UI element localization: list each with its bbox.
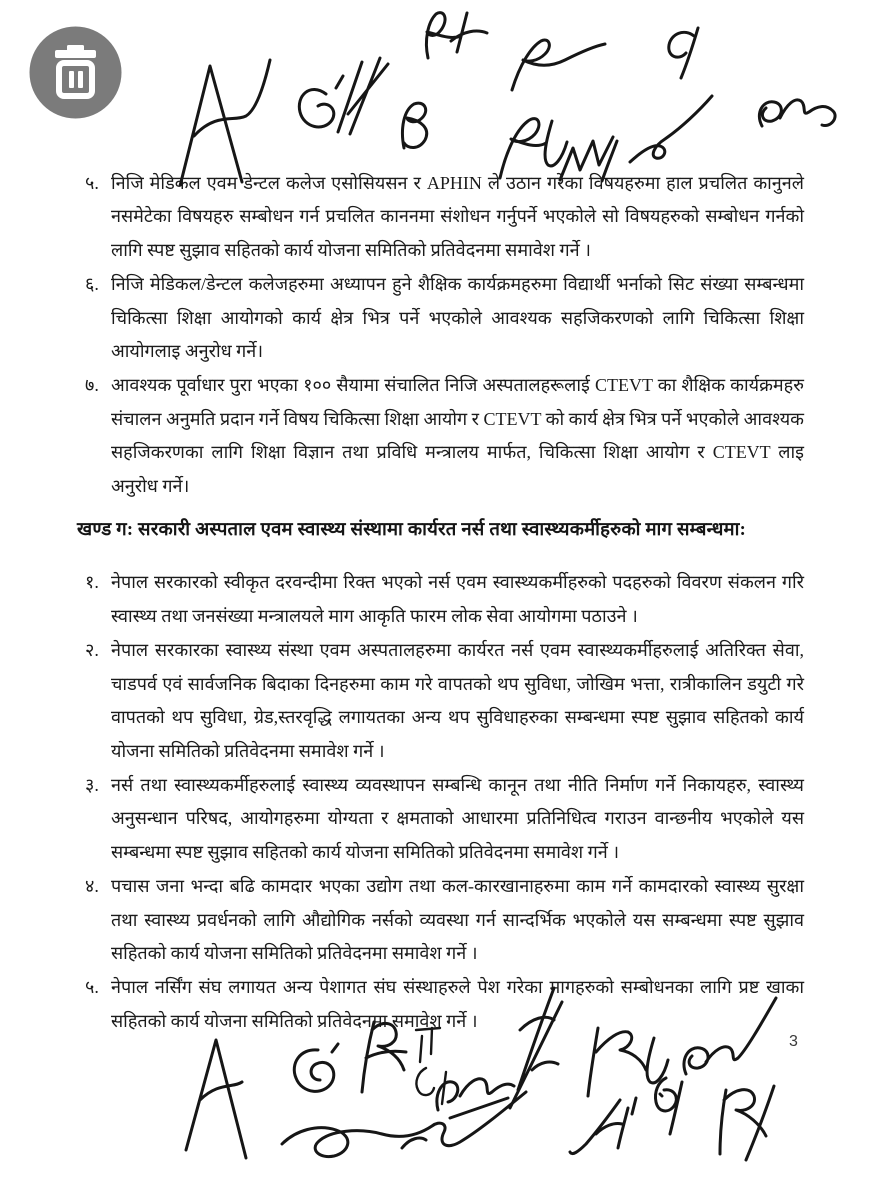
- page-number: 3: [789, 1033, 798, 1050]
- item-text: नेपाल सरकारका स्वास्थ्य संस्था एवम अस्पतालहरुमा कार्यरत नर्स एवम स्वास्थ्यकर्मीहरुलाई अतिरिक्त सेवा, चाडपर्व एवं सार्वजनिक बिदाका दिनहरुमा काम गरे वापतको थप सुविधा, जोखिम भत्ता, रात्रीकालिन डयुटी गरे वापतको थप सुविधा, ग्रेड,स्तरवृद्धि लगायतका अन्य थप सुविधाहरुका सम्बन्धमा स्पष्ट सुझाव सहितको कार्य योजना समितिको प्रतिवेदनमा समावेश गर्ने ।: [111, 640, 804, 761]
- list-item: [85, 566, 804, 633]
- signature-ink-top: [150, 0, 880, 186]
- list-item: [85, 369, 804, 503]
- item-text: आवश्यक पूर्वाधार पुरा भएका १०० सैयामा संचालित निजि अस्पतालहरूलाई CTEVT का शैक्षिक कार्यक्रमहरु संचालन अनुमति प्रदान गर्ने विषय चिकित्सा शिक्षा आयोग र CTEVT को कार्य क्षेत्र भित्र पर्ने भएकोले आवश्यक सहजिकरणका लागि शिक्षा विज्ञान तथा प्रविधि मन्त्रालय मार्फत, चिकित्सा शिक्षा आयोग र CTEVT लाइ अनुरोध गर्ने।: [111, 375, 804, 496]
- list-item: [85, 769, 804, 869]
- item-number: १.: [85, 572, 99, 593]
- trash-icon: [29, 26, 122, 119]
- item-text: पचास जना भन्दा बढि कामदार भएका उद्योग तथा कल-कारखानाहरुमा काम गर्ने कामदारको स्वास्थ्य सुरक्षा तथा स्वास्थ्य प्रवर्धनको लागि औद्योगिक नर्सको व्यवस्था गर्न सान्दर्भिक भएकोले यस सम्बन्धमा स्पष्ट सुझाव सहितको कार्य योजना समितिको प्रतिवेदनमा समावेश गर्ने ।: [111, 876, 804, 963]
- list-item: [85, 870, 804, 970]
- item-number: ५.: [85, 173, 99, 193]
- list-item: [85, 167, 804, 267]
- list-item: [85, 268, 804, 368]
- item-text: नेपाल सरकारको स्वीकृत दरवन्दीमा रिक्त भएको नर्स एवम स्वास्थ्यकर्मीहरुको पदहरुको विवरण संकलन गरि स्वास्थ्य तथा जनसंख्या मन्त्रालयले माग आकृति फारम लोक सेवा आयोगमा पठाउने ।: [111, 572, 804, 626]
- section-heading: खण्ड ग: सरकारी अस्पताल एवम स्वास्थ्य संस्थामा कार्यरत नर्स तथा स्वास्थ्यकर्मीहरुको माग सम्बन्धमा:: [77, 520, 746, 541]
- item-number: ६.: [85, 274, 99, 295]
- item-text: निजि मेडिकल/डेन्टल कलेजहरुमा अध्यापन हुने शैक्षिक कार्यक्रमहरुमा विद्यार्थी भर्नाको सिट संख्या सम्बन्धमा चिकित्सा शिक्षा आयोगको कार्य क्षेत्र भित्र पर्ने भएकोले आवश्यक सहजिकरणको लागि चिकित्सा शिक्षा आयोगलाइ अनुरोध गर्ने।: [111, 274, 804, 362]
- item-number: ४.: [85, 876, 99, 897]
- item-text: नर्स तथा स्वास्थ्यकर्मीहरुलाई स्वास्थ्य व्यवस्थापन सम्बन्धि कानून तथा नीति निर्माण गर्ने निकायहरु, स्वास्थ्य अनुसन्धान परिषद, आयोगहरुमा योग्यता र क्षमताको आधारमा प्रतिनिधित्व गराउन वान्छनीय भएकोले यस सम्बन्धमा स्पष्ट सुझाव सहितको कार्य योजना समितिको प्रतिवेदनमा समावेश गर्ने ।: [111, 774, 804, 862]
- delete-button[interactable]: [29, 26, 122, 119]
- item-text: नेपाल नर्सिंग संघ लगायत अन्य पेशागत संघ संस्थाहरुले पेश गरेका मागहरुको सम्बोधनका लागि प्रष्ट खाका सहितको कार्य योजना समितिको प्रतिवेदनमा समावेश गर्ने ।: [111, 977, 804, 1031]
- item-number: ३.: [85, 774, 99, 795]
- document-body: [77, 167, 804, 1039]
- list-item: [85, 971, 804, 1038]
- signatures-top: [150, 0, 880, 186]
- item-number: ५.: [85, 977, 99, 998]
- item-text: निजि मेडिकल एवम डेन्टल कलेज एसोसियसन र APHIN ले उठान गरेका विषयहरुमा हाल प्रचलित कानुनले नसमेटेका विषयहरु सम्बोधन गर्न प्रचलित काननमा संशोधन गर्नुपर्ने भएकोले सो विषयहरुको सम्बोधन गर्नको लागि स्पष्ट सुझाव सहितको कार्य योजना समितिको प्रतिवेदनमा समावेश गर्ने ।: [111, 173, 804, 260]
- list-item: [85, 634, 804, 768]
- item-number: ७.: [85, 375, 99, 396]
- item-number: २.: [85, 640, 99, 661]
